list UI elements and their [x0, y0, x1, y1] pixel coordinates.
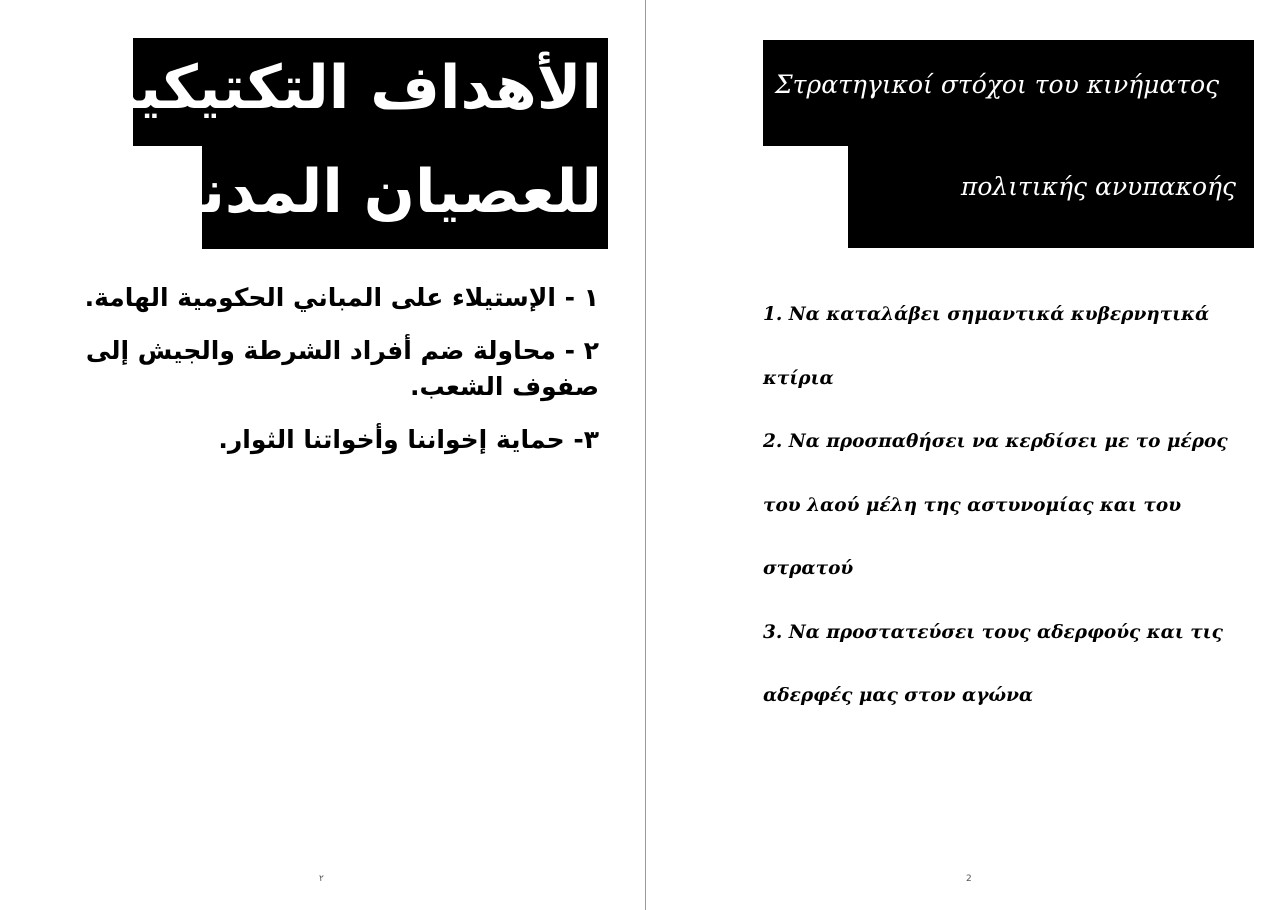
greek-goal-line-3: 2. Να προσπαθήσει να κερδίσει με το μέρος — [763, 431, 1228, 452]
greek-title-line-2: πολιτικής ανυπακοής — [848, 144, 1254, 248]
arabic-goals-list — [39, 280, 599, 475]
greek-page — [646, 0, 1280, 910]
arabic-title-line-1: الأهداف التكتيكية — [133, 38, 608, 146]
arabic-title-line-2: للعصيان المدني — [202, 144, 608, 249]
arabic-goal-item-3: ٣- حماية إخواننا وأخواتنا الثوار. — [218, 425, 599, 454]
greek-goal-line-2: κτίρια — [763, 367, 834, 389]
greek-page-number: 2 — [966, 874, 972, 884]
greek-goal-line-5: 3. Να προστατεύσει τους αδερφούς και τις — [763, 621, 1223, 643]
greek-goals-list — [763, 283, 1263, 728]
arabic-page-number: ٢ — [319, 874, 324, 884]
greek-goal-line-1: 1. Να καταλάβει σημαντικά κυβερνητικά — [763, 304, 1210, 325]
greek-goal-line-4: του λαού μέλη της αστυνομίας και του στρατού — [763, 494, 1182, 579]
greek-goal-line-6: αδερφές μας στον αγώνα — [763, 685, 1034, 706]
arabic-goal-item-2: ٢ - محاولة ضم أفراد الشرطة والجيش إلى صفوف الشعب. — [85, 336, 599, 401]
arabic-goal-item-1: ١ - الإستيلاء على المباني الحكومية الهامة. — [84, 283, 599, 312]
greek-title-line-1: Στρατηγικοί στόχοι του κινήματος — [763, 40, 1254, 146]
